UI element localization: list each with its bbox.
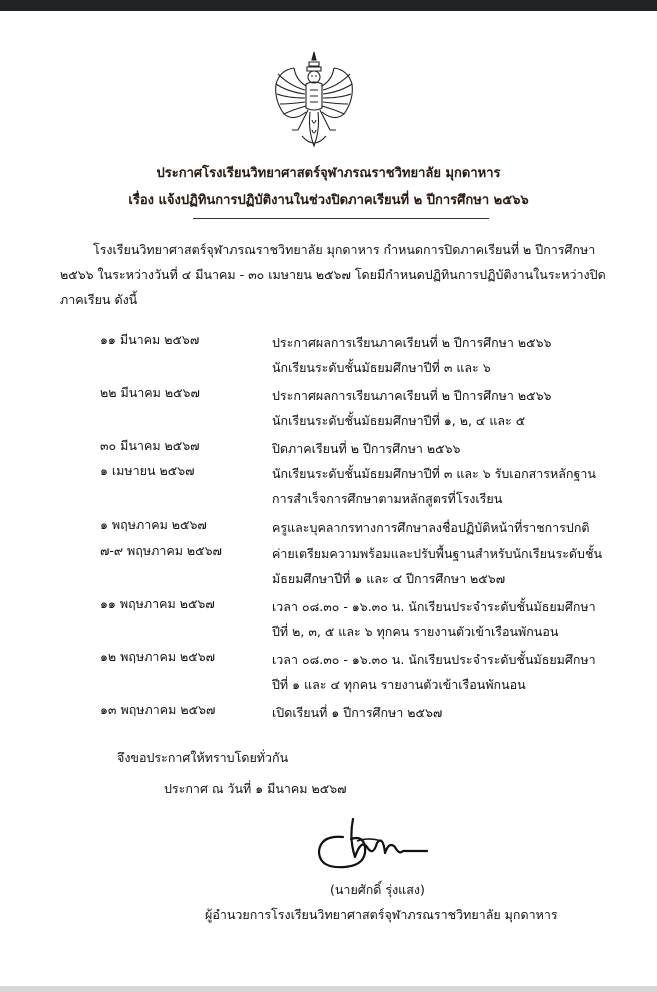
schedule-desc-line1: ค่ายเตรียมความพร้อมและปรับพื้นฐานสำหรับนักเรียนระดับชั้น (272, 546, 602, 561)
handwritten-signature (315, 817, 430, 877)
schedule-desc-line2: นักเรียนระดับชั้นมัธยมศึกษาปีที่ ๑, ๒, ๔ และ ๕ (272, 413, 526, 428)
closing-statement: จึงขอประกาศให้ทราบโดยทั่วกัน (117, 750, 289, 765)
schedule-desc-line2: มัธยมศึกษาปีที่ ๑ และ ๔ ปีการศึกษา ๒๕๖๗ (272, 571, 506, 586)
schedule-desc-line1: นักเรียนระดับชั้นมัธยมศึกษาปีที่ ๓ และ ๖ รับเอกสารหลักฐาน (272, 466, 596, 481)
announcement-subject: เรื่อง แจ้งปฏิทินการปฏิบัติงานในช่วงปิดภาคเรียนที่ ๒ ปีการศึกษา ๒๕๖๖ (128, 193, 529, 208)
schedule-date: ๑๑ มีนาคม ๒๕๖๗ (100, 332, 200, 347)
schedule-date: ๒๒ มีนาคม ๒๕๖๗ (100, 385, 200, 400)
schedule-desc-line2: ปีที่ ๑ และ ๔ ทุกคน รายงานตัวเข้าเรือนพักนอน (272, 677, 526, 692)
schedule-date: ๑ พฤษภาคม ๒๕๖๗ (100, 517, 207, 532)
schedule-desc-line1: เปิดเรียนที่ ๑ ปีการศึกษา ๒๕๖๗ (272, 705, 443, 720)
schedule-desc-line1: เวลา ๐๘.๓๐ - ๑๖.๓๐ น. นักเรียนประจำระดับชั้นมัธยมศึกษา (272, 652, 596, 667)
top-bar (0, 0, 657, 11)
schedule-date: ๓๐ มีนาคม ๒๕๖๗ (100, 438, 200, 453)
title-divider (193, 218, 489, 219)
schedule-date: ๑ เมษายน ๒๕๖๗ (100, 463, 195, 478)
announcement-date: ประกาศ ณ วันที่ ๑ มีนาคม ๒๕๖๗ (164, 781, 347, 796)
signatory-title: ผู้อำนวยการโรงเรียนวิทยาศาสตร์จุฬาภรณราชวิทยาลัย มุกดาหาร (205, 907, 558, 922)
intro-paragraph: โรงเรียนวิทยาศาสตร์จุฬาภรณราชวิทยาลัย มุกดาหาร กำหนดการปิดภาคเรียนที่ ๒ ปีการศึกษา ๒๕๖๖ ในระหว่างวันที่ ๔ มีนาคม - ๓๐ เมษายน ๒๕๖๗ โดยมีกำหนดปฏิทินการปฏิบัติงานในระหว่างปิดภาคเรียน ดังนี้ (60, 242, 606, 307)
schedule-date: ๑๒ พฤษภาคม ๒๕๖๗ (100, 649, 216, 664)
garuda-emblem-icon (272, 50, 356, 152)
signatory-name: (นายศักดิ์ รุ่งแสง) (330, 882, 425, 897)
schedule-desc-line1: ประกาศผลการเรียนภาคเรียนที่ ๒ ปีการศึกษา ๒๕๖๖ (272, 335, 552, 350)
schedule-desc-line2: การสำเร็จการศึกษาตามหลักสูตรที่โรงเรียน (272, 491, 503, 506)
schedule-desc-line2: ปีที่ ๒, ๓, ๕ และ ๖ ทุกคน รายงานตัวเข้าเรือนพักนอน (272, 624, 559, 639)
bottom-strip (0, 986, 657, 992)
announcement-title: ประกาศโรงเรียนวิทยาศาสตร์จุฬาภรณราชวิทยาลัย มุกดาหาร (156, 166, 501, 181)
schedule-date: ๗-๙ พฤษภาคม ๒๕๖๗ (100, 543, 222, 558)
schedule-desc-line1: ปิดภาคเรียนที่ ๒ ปีการศึกษา ๒๕๖๖ (272, 441, 461, 456)
schedule-desc-line1: ครูและบุคลากรทางการศึกษาลงชื่อปฏิบัติหน้าที่ราชการปกติ (272, 520, 590, 535)
schedule-date: ๑๓ พฤษภาคม ๒๕๖๗ (100, 702, 216, 717)
schedule-desc-line1: เวลา ๐๘.๓๐ - ๑๖.๓๐ น. นักเรียนประจำระดับชั้นมัธยมศึกษา (272, 599, 596, 614)
schedule-desc-line2: นักเรียนระดับชั้นมัธยมศึกษาปีที่ ๓ และ ๖ (272, 360, 491, 375)
schedule-date: ๑๑ พฤษภาคม ๒๕๖๗ (100, 596, 215, 611)
schedule-desc-line1: ประกาศผลการเรียนภาคเรียนที่ ๒ ปีการศึกษา ๒๕๖๖ (272, 388, 552, 403)
